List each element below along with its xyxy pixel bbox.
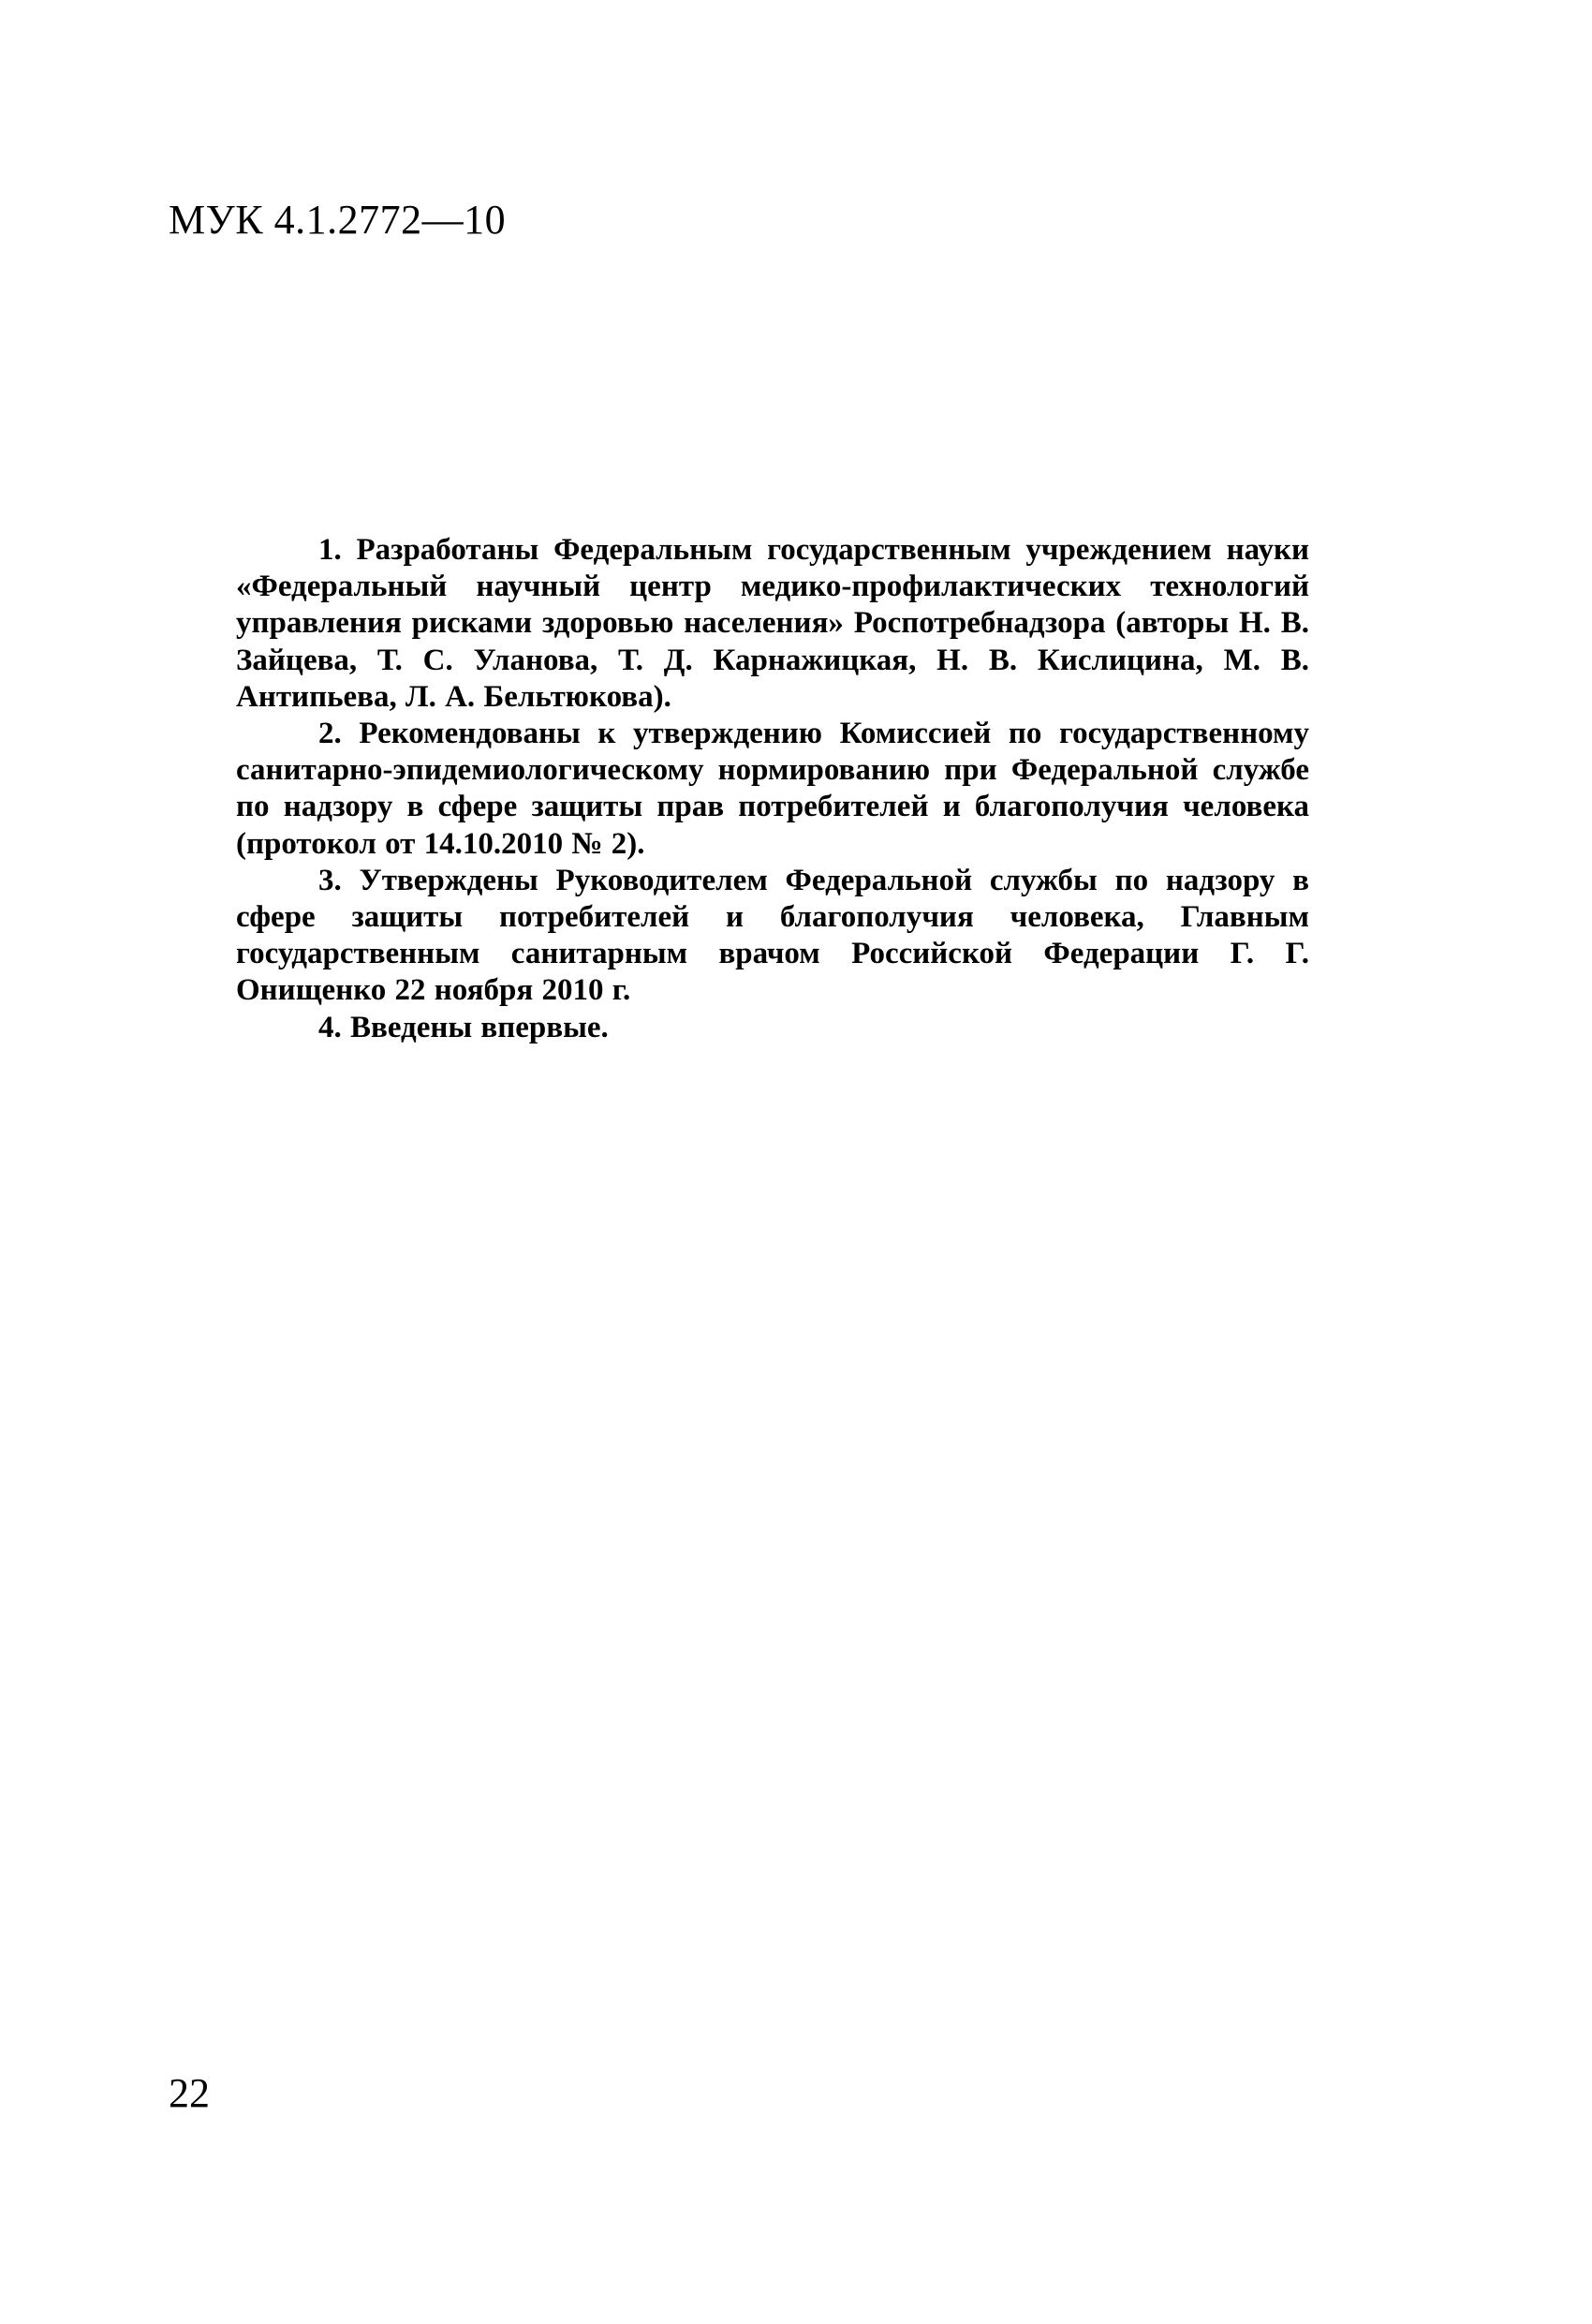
paragraph-developers: 1. Разработаны Федеральным государственным учреждением науки «Федеральный научный центр медико-профилактических технологий управления рисками здоровью населения» Роспотребнадзора (авторы Н. В. Зайцева, Т. С. Уланова, Т. Д. Карнажицкая, Н. В. Кислицина, М. В. Антипьева, Л. А. Бельтюкова). xyxy=(236,533,1309,714)
document-info-block xyxy=(236,532,1309,1046)
page-number: 22 xyxy=(169,2070,210,2116)
paragraph-approved: 3. Утверждены Руководителем Федеральной службы по надзору в сфере защиты потребителей и благополучия человека, Главным государственным санитарным врачом Российской Федерации Г. Г. Онищенко 22 ноября 2010 г. xyxy=(236,863,1309,1008)
paragraph-recommended: 2. Рекомендованы к утверждению Комиссией по государственному санитарно-эпидемиологическому нормированию при Федеральной службе по надзору в сфере защиты прав потребителей и благополучия человека (протокол от 14.10.2010 № 2). xyxy=(236,717,1309,861)
document-code-header: МУК 4.1.2772—10 xyxy=(169,197,507,243)
paragraph-introduced: 4. Введены впервые. xyxy=(318,1010,609,1044)
